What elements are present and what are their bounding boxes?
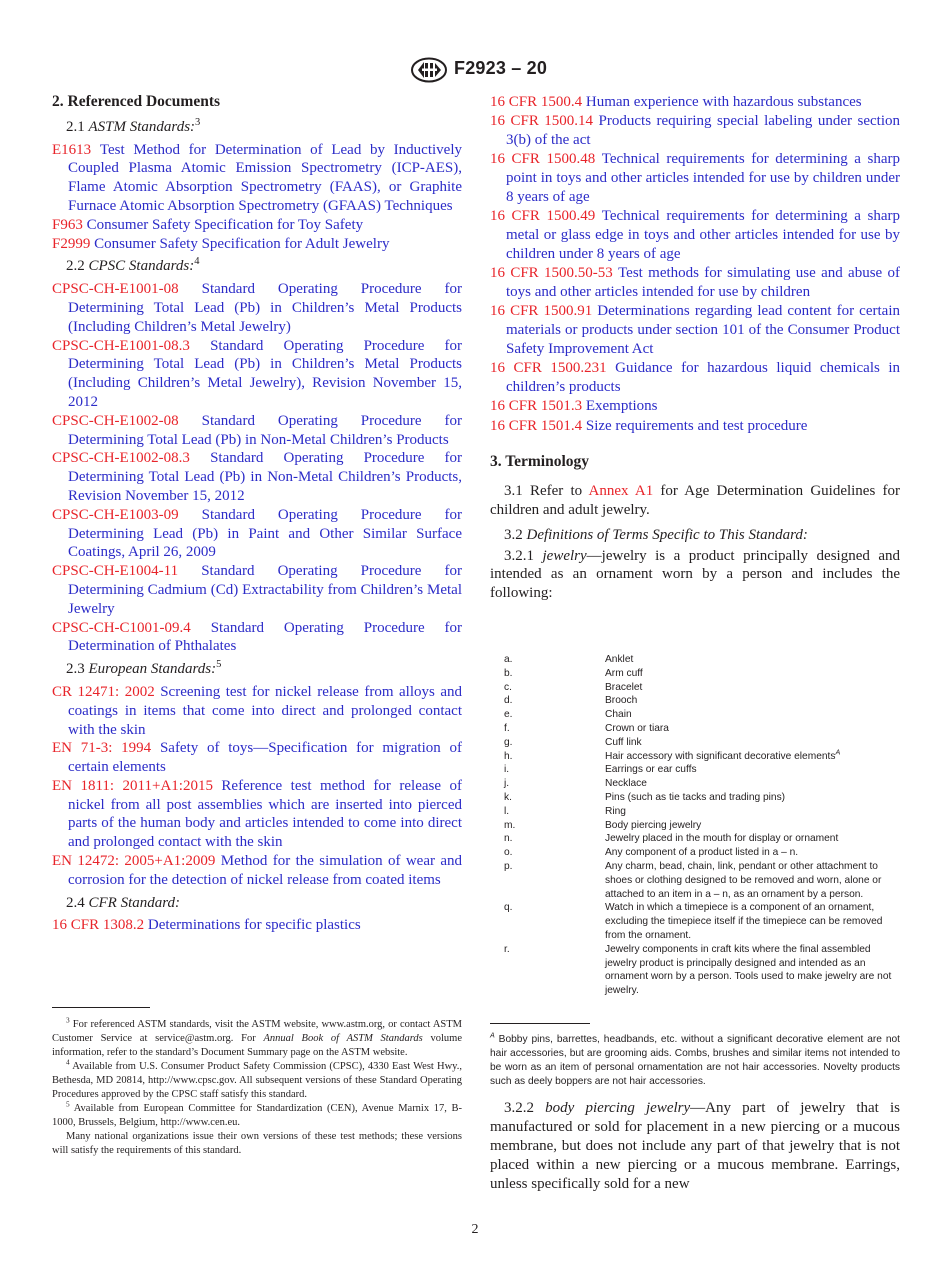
annex-a1-link[interactable]: Annex A1 bbox=[588, 483, 654, 500]
paragraph-3-2-1: 3.2.1 jewelry—jewelry is a product principally designed and intended as an ornament worn by a person and includes the following: bbox=[490, 547, 901, 602]
reference-entry bbox=[490, 397, 900, 416]
right-column bbox=[490, 93, 900, 603]
jewelry-list-item bbox=[504, 763, 900, 777]
reference-title-link[interactable]: Consumer Safety Specification for Toy Safety bbox=[86, 216, 364, 233]
jewelry-item-letter: f. bbox=[504, 722, 510, 734]
reference-title-link[interactable]: Method for the simulation of wear and corrosion for the detection of nickel release from coated items bbox=[68, 853, 463, 888]
reference-code-link[interactable]: CPSC-CH-E1004-11 bbox=[52, 563, 179, 580]
jewelry-item-text: Crown or tiara bbox=[605, 722, 669, 734]
reference-entry bbox=[52, 506, 462, 562]
reference-title-link[interactable]: Reference test method for release of nickel from all post assemblies which are inserted into pierced parts of the human body and articles intended to come into direct and prolonged contact with the skin bbox=[68, 777, 462, 851]
footnote: $^3$ For referenced ASTM standards, visit the ASTM website, www.astm.org, or contact ASTM Customer Service at service@astm.org. For Annual Book of ASTM Standards volume information, refer to the standard’s Document Summary page on the ASTM website. bbox=[52, 1015, 462, 1058]
jewelry-item-letter: b. bbox=[504, 667, 513, 679]
jewelry-item-text: Anklet bbox=[605, 654, 634, 665]
reference-entry bbox=[52, 141, 462, 216]
jewelry-item-letter: p. bbox=[504, 860, 513, 872]
jewelry-list-item bbox=[504, 708, 900, 722]
reference-entry bbox=[52, 280, 462, 336]
jewelry-list-item bbox=[504, 832, 900, 846]
reference-code-link[interactable]: EN 1811: 2011+A1:2015 bbox=[52, 777, 213, 794]
reference-entry bbox=[52, 216, 462, 235]
jewelry-item-text: Ring bbox=[605, 805, 626, 817]
reference-title-link[interactable]: Standard Operating Procedure for Determining Total Lead (Pb) in Non-Metal Children’s Products, Revision November 15, 2012 bbox=[68, 450, 462, 504]
jewelry-item-text: Watch in which a timepiece is a component of an ornament, excluding the timepiece itself if the timepiece can be removed from the ornament. bbox=[605, 902, 883, 941]
reference-code-link[interactable]: CPSC-CH-E1002-08.3 bbox=[52, 450, 190, 467]
jewelry-item-letter: d. bbox=[504, 695, 513, 707]
reference-entry bbox=[52, 619, 462, 657]
reference-code-link[interactable]: F963 bbox=[52, 216, 83, 233]
jewelry-item-letter: r. bbox=[504, 943, 510, 955]
reference-code-link[interactable]: 16 CFR 1500.231 bbox=[490, 360, 607, 377]
reference-code-link[interactable]: CR 12471: 2002 bbox=[52, 683, 155, 700]
reference-code-link[interactable]: F2999 bbox=[52, 235, 91, 252]
reference-title-link[interactable]: Standard Operating Procedure for Determining Total Lead (Pb) in Children’s Metal Products (Including Children’s Metal Jewelry) bbox=[68, 281, 462, 335]
jewelry-item-letter: a. bbox=[504, 654, 513, 665]
astm-logo-icon bbox=[410, 57, 448, 83]
reference-title-link[interactable]: Human experience with hazardous substances bbox=[585, 94, 862, 110]
jewelry-item-letter: j. bbox=[504, 778, 510, 790]
jewelry-list-item bbox=[504, 653, 900, 667]
jewelry-item-text: Any charm, bead, chain, link, pendant or other attachment to shoes or clothing designed to be removed and worn, alone or attached to an item in a – n, as an ornament by a person. bbox=[605, 860, 882, 900]
jewelry-list-item bbox=[504, 846, 900, 860]
page-number: 2 bbox=[471, 1222, 479, 1237]
reference-entry bbox=[52, 337, 462, 412]
reference-code-link[interactable]: CPSC-CH-E1001-08.3 bbox=[52, 337, 190, 354]
jewelry-item-text: Chain bbox=[605, 709, 632, 721]
paragraph-3-2: 3.2 Definitions of Terms Specific to This Standard: bbox=[504, 526, 808, 543]
page-header bbox=[0, 57, 950, 83]
reference-title-link[interactable]: Consumer Safety Specification for Adult Jewelry bbox=[94, 235, 390, 252]
astm-ref-list bbox=[52, 141, 462, 254]
jewelry-item-text: Necklace bbox=[605, 778, 647, 790]
european-ref-list bbox=[52, 683, 462, 890]
reference-code-link[interactable]: 16 CFR 1501.4 bbox=[490, 417, 583, 434]
table-note-divider bbox=[490, 1023, 590, 1024]
jewelry-list-table bbox=[504, 653, 900, 998]
footnotes bbox=[52, 1007, 462, 1158]
jewelry-list-item bbox=[504, 681, 900, 695]
reference-title-link[interactable]: Safety of toys—Specification for migration of certain elements bbox=[68, 740, 462, 776]
jewelry-item-letter: i. bbox=[504, 764, 510, 776]
reference-code-link[interactable]: 16 CFR 1500.91 bbox=[490, 303, 593, 320]
jewelry-list-item bbox=[504, 722, 900, 736]
jewelry-item-text: Any component of a product listed in a – n. bbox=[605, 847, 799, 859]
table-note-text: $^A$ Bobby pins, barrettes, headbands, etc. without a significant decorative element are not hair accessories, but are grooming aids. Combs, brushes and similar items not intended to be worn as an item of personal ornamentation are not hair accessories. Novelty products such as deely boppers are not hair accessories. bbox=[490, 1031, 900, 1087]
jewelry-item-text: Body piercing jewelry bbox=[605, 819, 702, 831]
reference-code-link[interactable]: CPSC-CH-E1002-08 bbox=[52, 412, 179, 429]
footnote: $^4$ Available from U.S. Consumer Product Safety Commission (CPSC), 4330 East West Hwy., Bethesda, MD 20814, http://www.cpsc.gov. All subsequent versions of these Standard Operating Procedures approved by the CPSC staff satisfy this standard. bbox=[52, 1057, 463, 1100]
jewelry-item-text: Bracelet bbox=[605, 681, 643, 693]
jewelry-item-text: Brooch bbox=[605, 695, 638, 707]
jewelry-item-text: Jewelry placed in the mouth for display or ornament bbox=[605, 833, 839, 845]
reference-code-link[interactable]: 16 CFR 1500.4 bbox=[490, 94, 583, 110]
section-heading-terminology: 3. Terminology bbox=[490, 453, 590, 471]
reference-entry bbox=[490, 302, 900, 358]
cfr-ref-list-continued bbox=[490, 93, 900, 435]
jewelry-list-item bbox=[504, 943, 900, 998]
reference-entry bbox=[52, 739, 462, 777]
reference-title-link[interactable]: Guidance for hazardous liquid chemicals in children’s products bbox=[506, 360, 900, 395]
reference-code-link[interactable]: CPSC-CH-C1001-09.4 bbox=[52, 619, 191, 636]
reference-entry bbox=[52, 412, 462, 450]
reference-code-link[interactable]: EN 12472: 2005+A1:2009 bbox=[52, 853, 216, 870]
subsection-european-standards: 2.3 European Standards:$^5$ bbox=[66, 659, 222, 678]
subsection-astm-standards: 2.1 ASTM Standards:$^3$ bbox=[66, 116, 201, 135]
reference-code-link[interactable]: 16 CFR 1500.48 bbox=[490, 151, 596, 168]
subsection-cpsc-standards: 2.2 CPSC Standards:$^4$ bbox=[66, 256, 200, 275]
standard-designation: F2923 – 20 bbox=[454, 58, 548, 78]
reference-title-link[interactable]: Standard Operating Procedure for Determination of Phthalates bbox=[68, 619, 462, 655]
table-note bbox=[490, 1023, 900, 1089]
reference-title-link[interactable]: Size requirements and test procedure bbox=[585, 417, 808, 434]
left-column bbox=[52, 93, 462, 939]
reference-code-link[interactable]: CPSC-CH-E1001-08 bbox=[52, 281, 179, 298]
jewelry-item-text: Hair accessory with significant decorative elements$^A$ bbox=[605, 748, 841, 762]
jewelry-list-item bbox=[504, 860, 900, 901]
reference-title-link[interactable]: Standard Operating Procedure for Determining Cadmium (Cd) Extractability from Children’s Metal Jewelry bbox=[68, 563, 462, 617]
reference-code-link[interactable]: CPSC-CH-E1003-09 bbox=[52, 506, 179, 523]
reference-title-link[interactable]: Test Method for Determination of Lead by Inductively Coupled Plasma Atomic Emission Spectrometry (ICP-AES), Flame Atomic Absorption Spectrometry (FAAS), or Graphite Furnace Atomic Absorption Spectrometry (GFAAS) Techniques bbox=[68, 141, 462, 214]
jewelry-item-text: Arm cuff bbox=[605, 667, 643, 679]
subsection-cfr-standard: 2.4 CFR Standard: bbox=[66, 894, 181, 911]
jewelry-item-letter: o. bbox=[504, 847, 513, 859]
jewelry-item-letter: k. bbox=[504, 791, 512, 803]
jewelry-item-letter: l. bbox=[504, 805, 510, 817]
reference-code-link[interactable]: EN 71-3: 1994 bbox=[52, 740, 152, 757]
reference-entry bbox=[490, 264, 900, 302]
footnote: Many national organizations issue their own versions of these test methods; these versions will satisfy the requirements of this standard. bbox=[52, 1131, 462, 1156]
reference-entry bbox=[52, 235, 462, 254]
reference-entry bbox=[490, 359, 900, 397]
jewelry-list-item bbox=[504, 667, 900, 681]
reference-entry bbox=[52, 683, 462, 739]
jewelry-item-letter: n. bbox=[504, 833, 513, 845]
jewelry-list-item bbox=[504, 819, 900, 833]
reference-entry bbox=[52, 916, 462, 935]
reference-entry bbox=[490, 417, 900, 436]
jewelry-item-letter: m. bbox=[504, 819, 516, 831]
jewelry-list-item bbox=[504, 750, 900, 764]
jewelry-item-letter: c. bbox=[504, 681, 512, 693]
reference-entry bbox=[52, 562, 462, 618]
reference-code-link[interactable]: 16 CFR 1500.50-53 bbox=[490, 265, 613, 282]
jewelry-list-item bbox=[504, 694, 900, 708]
jewelry-item-letter: e. bbox=[504, 709, 513, 721]
reference-code-link[interactable]: 16 CFR 1501.3 bbox=[490, 398, 583, 415]
reference-title-link[interactable]: Standard Operating Procedure for Determining Total Lead (Pb) in Non-Metal Children’s Products bbox=[68, 412, 462, 448]
reference-entry bbox=[490, 150, 900, 206]
paragraph-3-1: 3.1 Refer to Annex A1 for Age Determination Guidelines for children and adult jewelry. bbox=[490, 483, 900, 518]
jewelry-item-letter: q. bbox=[504, 902, 513, 914]
footnote: $^5$ Available from European Committee for Standardization (CEN), Avenue Marnix 17, B-1000, Brussels, Belgium, http://www.cen.eu. bbox=[52, 1099, 462, 1128]
reference-entry bbox=[490, 112, 900, 150]
jewelry-item-text: Jewelry components in craft kits where the final assembled jewelry product is principally designed and intended as an ornament worn by a person. Tools used to make jewelry are not jewelry. bbox=[605, 943, 892, 997]
jewelry-list-item bbox=[504, 901, 900, 942]
reference-code-link[interactable]: E1613 bbox=[52, 141, 92, 158]
reference-title-link[interactable]: Products requiring special labeling under section 3(b) of the act bbox=[506, 113, 901, 149]
reference-title-link[interactable]: Determinations for specific plastics bbox=[147, 917, 361, 934]
jewelry-list-item bbox=[504, 736, 900, 750]
reference-code-link[interactable]: 16 CFR 1500.14 bbox=[490, 113, 594, 130]
reference-title-link[interactable]: Test methods for simulating use and abuse of toys and other articles intended for use by children bbox=[506, 265, 901, 300]
jewelry-list-item bbox=[504, 791, 900, 805]
jewelry-list-item bbox=[504, 777, 900, 791]
paragraph-3-2-2: 3.2.2 body piercing jewelry—Any part of jewelry that is manufactured or sold for placement in a new piercing or a mucous membrane, but does not include any part of that jewelry that is not placed within a new piercing or a mucous membrane. Earrings, unless specifically sold for a new bbox=[490, 1100, 900, 1192]
reference-title-link[interactable]: Exemptions bbox=[585, 398, 658, 415]
jewelry-item-text: Cuff link bbox=[605, 736, 642, 748]
reference-entry bbox=[52, 449, 462, 505]
reference-title-link[interactable]: Standard Operating Procedure for Determining Total Lead (Pb) in Children’s Metal Products (Including Children’s Metal Jewelry), Revision November 15, 2012 bbox=[68, 337, 462, 410]
cfr-ref-list bbox=[52, 916, 462, 935]
section-heading-referenced-documents: 2. Referenced Documents bbox=[52, 93, 221, 110]
reference-title-link[interactable]: Screening test for nickel release from alloys and coatings in items that come into direct and prolonged contact with the skin bbox=[68, 683, 462, 738]
reference-entry bbox=[490, 207, 900, 263]
reference-entry bbox=[490, 93, 900, 112]
jewelry-item-text: Earrings or ear cuffs bbox=[605, 764, 697, 776]
reference-code-link[interactable]: 16 CFR 1308.2 bbox=[52, 917, 145, 934]
reference-code-link[interactable]: 16 CFR 1500.49 bbox=[490, 208, 596, 225]
cpsc-ref-list bbox=[52, 280, 462, 656]
reference-title-link[interactable]: Determinations regarding lead content for certain materials or products under section 101 of the Consumer Product Safety Improvement Act bbox=[506, 303, 900, 357]
jewelry-item-text: Pins (such as tie tacks and trading pins) bbox=[605, 791, 786, 803]
reference-entry bbox=[52, 852, 462, 890]
reference-title-link[interactable]: Technical requirements for determining a sharp point in toys and other articles intended for use by children under 8 years of age bbox=[506, 151, 900, 205]
reference-title-link[interactable]: Standard Operating Procedure for Determining Lead (Pb) in Paint and Other Similar Surface Coatings, April 26, 2009 bbox=[68, 506, 462, 561]
jewelry-item-letter: g. bbox=[504, 736, 513, 748]
reference-entry bbox=[52, 777, 462, 852]
footnote-divider bbox=[52, 1007, 150, 1008]
jewelry-list-item bbox=[504, 805, 900, 819]
jewelry-item-letter: h. bbox=[504, 750, 513, 762]
reference-title-link[interactable]: Technical requirements for determining a sharp metal or glass edge in toys and other articles intended for use by children under 8 years of age bbox=[506, 208, 900, 262]
